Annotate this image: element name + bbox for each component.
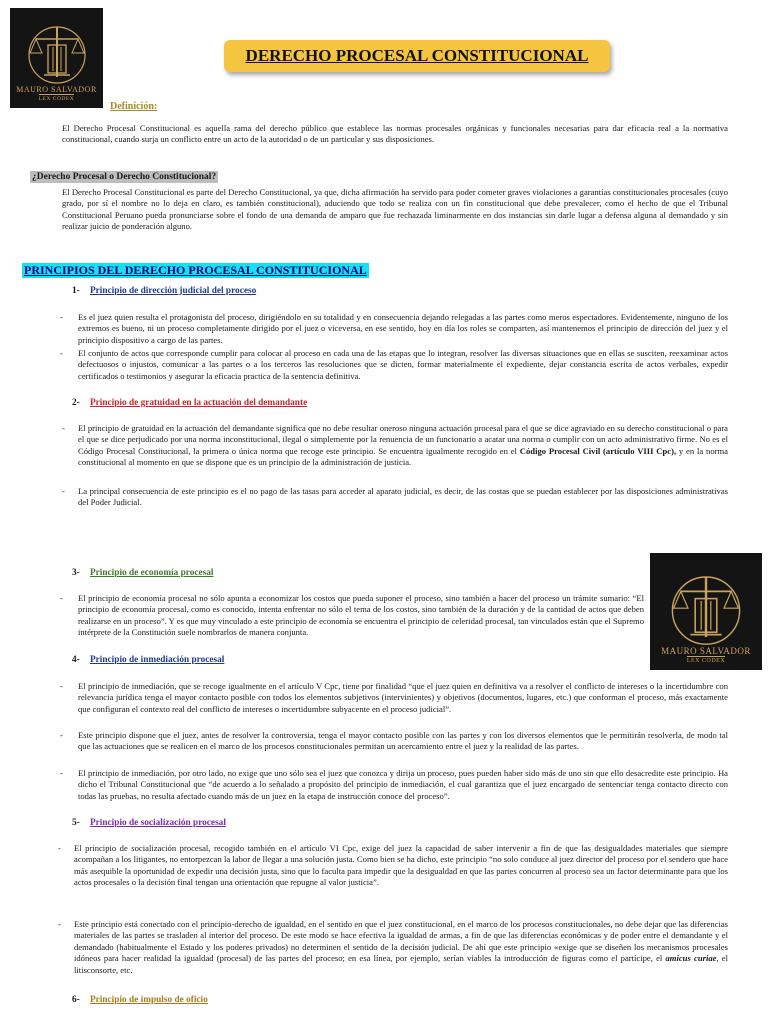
principle-1-number: 1- — [72, 286, 80, 296]
principle-3-number: 3- — [72, 568, 80, 578]
heading-principios: PRINCIPIOS DEL DERECHO PROCESAL CONSTITUCIONAL — [24, 263, 367, 277]
bullet-marker: - — [60, 593, 63, 603]
bullet-marker: - — [60, 681, 63, 691]
principle-5-bullet-2-italic: amicus curiae — [665, 953, 717, 964]
definicion-text: El Derecho Procesal Constitucional es aquella rama del derecho público que establece las normas procesales orgánicas y funcionales necesarias para dar eficacia real a la normativa constitucional, cuando surja un conflicto entre un acto de la autoridad o de un particular y sus disposiciones. — [62, 123, 728, 145]
principle-6-number: 6- — [72, 995, 80, 1005]
principle-5-bullet-2-text-b: , el litisconsorte, etc. — [74, 953, 729, 975]
principle-2-bullet-1-bold: Código Procesal Civil (artículo VIII Cpc), — [519, 445, 677, 456]
principle-6-title: Principio de impulso de oficio — [90, 995, 208, 1005]
bullet-marker: - — [60, 730, 63, 740]
principle-2-number: 2- — [72, 398, 80, 408]
page-title: DERECHO PROCESAL CONSTITUCIONAL — [224, 40, 610, 72]
principle-1-bullet-1: Es el juez quien resulta el protagonista del proceso, dirigiéndolo en su totalidad y en consecuencia dejando relegadas a las partes como meros espectadores. Evidentemente, ninguno de los extremos es bueno, ni un proceso completamente dirigido por el juez o viceversa, en ese sentido, hoy en día los roles se comparten, así mantenemos el principio de dirección del juez y el principio dispositivo a cargo de las partes. — [78, 312, 728, 345]
pregunta-text: El Derecho Procesal Constitucional es parte del Derecho Constitucional, ya que, dicha afirmación ha servido para poder cometer graves violaciones a garantías constitucionales procesales (cuyo grado, por sí el nombre no lo deja en claro, es también constitucional), aduciendo que todo se realiza con un fin constitucional que debe prevalecer, como el hecho de que el Tribunal Constitucional Peruano pueda pronunciarse sobre el fondo de una demanda de amparo que fue rechazada liminarmente en dos instancias sin darle lugar a defensa alguna al demandado y sin realizar juicio de ponderación alguno. — [62, 187, 728, 232]
principle-5-bullet-1: El principio de socialización procesal, recogido también en el artículo VI Cpc, exige del juez la capacidad de saber intervenir a fin de que las desigualdades materiales que siempre acompañan a los litigantes, no entorpezcan la labor de llegar a una solución justa. Como bien se ha dicho, este principio “no solo conduce al juez director del proceso por el sendero que hace más asequible la oportunidad de expedir una decisión justa, sino que lo faculta para impedir que la desigualdad en que las partes concurren al proceso sea un factor determinante para que los actos procesales o la decisión final tengan una orientación que repugne al valor justicia”. — [74, 843, 728, 888]
principle-4-title: Principio de inmediación procesal — [90, 655, 225, 665]
bullet-marker: - — [58, 919, 61, 929]
principle-4-number: 4- — [72, 655, 80, 665]
principle-2-title: Principio de gratuidad en la actuación del demandante — [90, 398, 308, 408]
logo-top — [10, 8, 103, 108]
principle-4-bullet-3: El principio de inmediación, por otro lado, no exige que uno sólo sea el juez que conozca y dirija un proceso, pues pueden haber sido más de uno sin que ello desacredite este principio. Ha dicho el Tribunal Constitucional que “de acuerdo a lo señalado a propósito del principio de inmediación, el cual garantiza que el juez encargado de sentenciar tenga contacto directo con todas las pruebas, no resulta afectado cuando más de un juez en la etapa de instrucción conoce del proceso”. — [78, 768, 728, 801]
bullet-marker: - — [58, 843, 61, 853]
logo-name: MAURO SALVADOR — [16, 85, 97, 94]
logo-subtitle: LEX CODEX — [38, 96, 75, 102]
bullet-marker: - — [60, 348, 63, 358]
principle-5-title: Principio de socialización procesal — [90, 818, 226, 828]
logo-subtitle: LEX CODEX — [686, 658, 726, 664]
principle-5-bullet-2-text-a: Este principio está conectado con el principio-derecho de igualdad, en el sentido en que el juez constitucional, en el marco de los procesos constitucionales, no debe dejar que las diferencias materiales de las partes se trasladen al interior del proceso. De este modo se hace efectiva la igualdad de armas, a fin de que las diferencias económicas y de poder entre el demandante y el demandado (habitualmente el Estado y los poderes privados) no determinen el sentido de la decisión judicial. De ahí que este principio «exige que se diseñen los mecanismos procesales idóneos para hacer realidad la igualdad (procesal) de las partes del proceso; en esa línea, por ejemplo, serían viables la introducción de figuras como el partícipe, el — [74, 919, 728, 964]
principle-2-bullet-2: La principal consecuencia de este principio es el no pago de las tasas para acceder al aparato judicial, es decir, de las costas que se puedan establecer por las disposiciones administrativas del Poder Judicial. — [78, 486, 728, 508]
principle-5-number: 5- — [72, 818, 80, 828]
bullet-marker: - — [62, 486, 65, 496]
heading-definicion: Definición: — [110, 101, 158, 112]
principle-1-title: Principio de dirección judicial del proceso — [90, 286, 257, 296]
principle-2-bullet-1 — [78, 423, 728, 469]
principle-4-bullet-2: Este principio dispone que el juez, antes de resolver la controversia, tenga el mayor contacto posible con las partes y con los diversos elementos que le permitirán resolverla, de modo tal que las actuaciones que se realicen en el marco de los procesos constitucionales permitan un acercamiento entre el juez y la realidad de las partes. — [78, 730, 728, 752]
scales-of-justice-icon — [22, 19, 92, 85]
heading-pregunta: ¿Derecho Procesal o Derecho Constitucional? — [32, 172, 217, 182]
principle-5-bullet-2 — [74, 919, 728, 976]
principle-3-title: Principio de economía procesal — [90, 568, 214, 578]
principle-2-bullet-1-text-a: El principio de gratuidad en la actuación del demandante significa que no debe resultar oneroso ninguna actuación procesal para el que se dice agraviado en su derecho constitucional o para el que se dice perjudicado por una norma inconstitucional, ilegal o simplemente por la renuencia de un funcionario a acatar una norma o cumplir con un acto administrativo firme. No es el Código Procesal Constitucional, la primera o única norma que recoge este principio. Se encuentra igualmente recogido en el — [78, 423, 728, 456]
principle-4-bullet-1: El principio de inmediación, que se recoge igualmente en el artículo V Cpc, tiene por finalidad “que el juez quien en definitiva va a resolver el conflicto de intereses o la incertidumbre con relevancia jurídica tenga el mayor contacto posible con todos los elementos subjetivos (intervinientes) y objetivos (documentos, lugares, etc.) que conforman el proceso, más exactamente que configuran el contexto real del conflicto de intereses o incertidumbre subyacente en el proceso judicial”. — [78, 681, 728, 714]
principle-3-bullet-1: El principio de economía procesal no sólo apunta a economizar los costos que pueda suponer el proceso, sino también a hacer del proceso un trámite sumario: “El principio de economía procesal, como es conocido, intenta enfrentar no sólo el tema de los costos, sino también de la duración y de la cantidad de actos que deben realizarse en un proceso”. Y es que muy vinculado a este principio de economía se encuentra el principio de celeridad procesal, tan vinculados están que el Supremo intérprete de la Constitución suele nombrarlos de manera conjunta. — [78, 593, 644, 638]
logo-name: MAURO SALVADOR — [661, 646, 751, 656]
bullet-marker: - — [62, 423, 65, 433]
logo-side — [650, 553, 762, 670]
bullet-marker: - — [60, 312, 63, 322]
principle-2-bullet-1-text-b: y en la norma constitucional al momento en que se dispone que es un principio de la administración de justicia. — [78, 445, 728, 468]
principle-1-bullet-2: El conjunto de actos que corresponde cumplir para colocar al proceso en cada una de las etapas que lo integran, resolver las diversas situaciones que en ellas se susciten, reexaminar actos defectuosos o injustos, comunicar a las partes o a los terceros las resoluciones que se dicten, formar materialmente el expediente, dejar constancia escrita de actos verbales, expedir certificados o testimonios y asegurar la eficacia practica de la sentencia definitiva. — [78, 348, 728, 381]
bullet-marker: - — [60, 768, 63, 778]
scales-of-justice-icon — [664, 567, 748, 647]
